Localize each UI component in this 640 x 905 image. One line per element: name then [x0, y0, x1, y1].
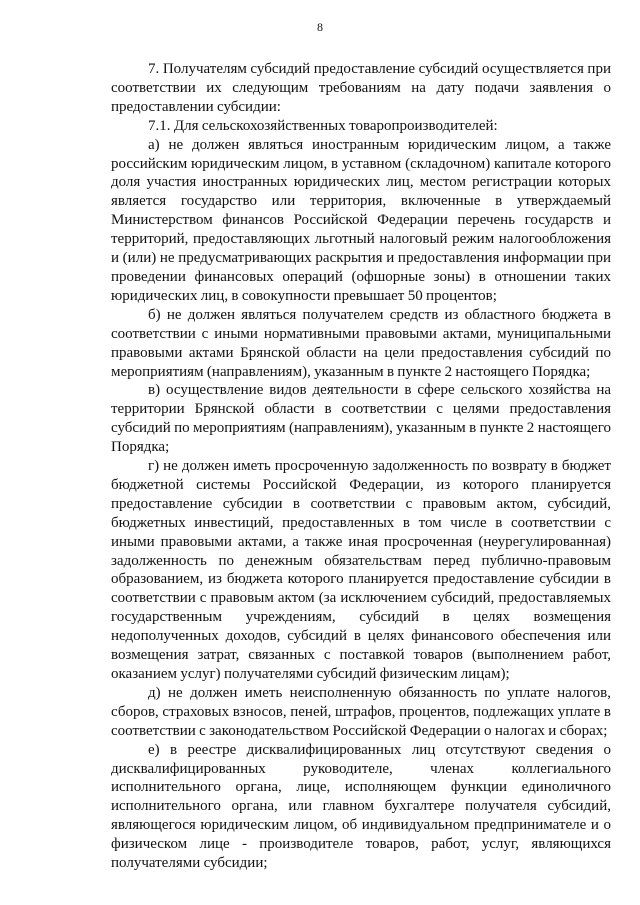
page-number: 8 [317, 20, 323, 34]
paragraph-7-1-heading: 7.1. Для сельскохозяйственных товаропроизводителей: [148, 117, 498, 134]
paragraph-item-b: б) не должен являться получателем средств из областного бюджета в соответствии с иными нормативными правовыми актами, муниципальными правовыми актами Брянской области на цели предоставления субсидий по мероприятиям (направлениям), указанным в пункте 2 настоящего Порядка; [111, 306, 611, 380]
paragraph-item-v: в) осуществление видов деятельности в сфере сельского хозяйства на территории Брянской области в соответствии с целями предоставления субсидий по мероприятиям (направлениям), указанным в пункте 2 настоящего Порядка; [111, 382, 611, 456]
paragraph-item-a: а) не должен являться иностранным юридическим лицом, а также российским юридическим лицом, в уставном (складочном) капитале которого доля участия иностранных юридических лиц, местом регистрации которых является государство или территория, включенные в утверждаемый Министерством финансов Российской Федерации перечень государств и территорий, предоставляющих льготный налоговый режим налогообложения и (или) не предусматривающих раскрытия и предоставления информации при проведении финансовых операций (офшорные зоны) в отношении таких юридических лиц, в совокупности превышает 50 процентов; [111, 136, 611, 304]
paragraph-7-intro: 7. Получателям субсидий предоставление субсидий осуществляется при соответствии их следующим требованиям на дату подачи заявления о предоставлении субсидии: [111, 61, 611, 115]
paragraph-item-e: е) в реестре дисквалифицированных лиц отсутствуют сведения о дисквалифицированных руководителе, членах коллегиального исполнительного органа, лице, исполняющем функции единоличного исполнительного органа, или главном бухгалтере получателя субсидий, являющегося юридическим лицом, об индивидуальном предпринимателе и о физическом лице - производителе товаров, работ, услуг, являющихся получателями субсидии; [111, 741, 611, 872]
document-body [111, 60, 611, 873]
paragraph-item-g: г) не должен иметь просроченную задолженность по возврату в бюджет бюджетной системы Российской Федерации, из которого планируется предоставление субсидии в соответствии с правовым актом, субсидий, бюджетных инвестиций, предоставленных в том числе в соответствии с иными правовыми актами, а также иная просроченная (неурегулированная) задолженность по денежным обязательствам перед публично-правовым образованием, из бюджета которого планируется предоставление субсидии в соответствии с правовым актом (за исключением субсидий, предоставляемых государственным учреждениям, субсидий в целях возмещения недополученных доходов, субсидий в целях финансового обеспечения или возмещения затрат, связанных с поставкой товаров (выполнением работ, оказанием услуг) получателями субсидий физическим лицам); [111, 458, 611, 682]
paragraph-item-d: д) не должен иметь неисполненную обязанность по уплате налогов, сборов, страховых взносов, пеней, штрафов, процентов, подлежащих уплате в соответствии с законодательством Российской Федерации о налогах и сборах; [111, 684, 611, 739]
